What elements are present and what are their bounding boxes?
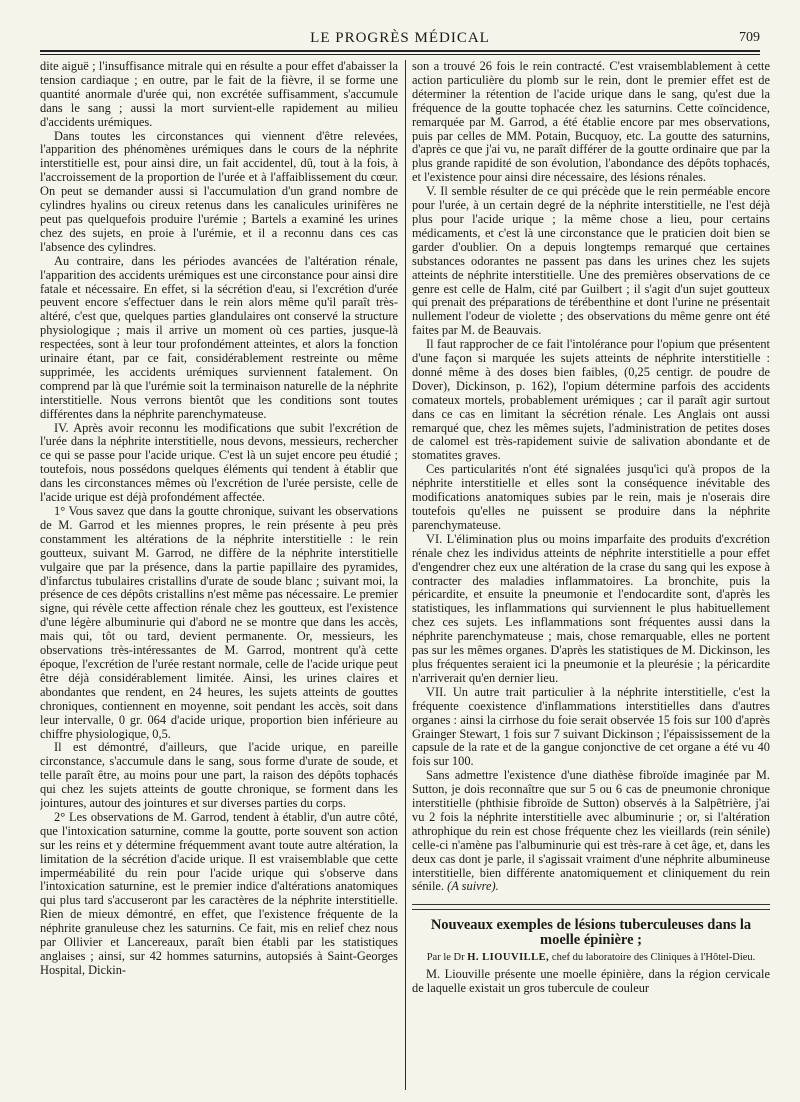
- paragraph: IV. Après avoir reconnu les modifications que subit l'excrétion de l'urée dans la néphrite interstitielle, nous devons, messieurs, rechercher ce qui se passe pour l'acide urique. C'est là un sujet encore peu étudié ; toutefois, nous possédons quelques éléments qui tendent à établir que dans les circonstances mêmes où l'excrétion de l'urée persiste, celle de l'acide urique est déjà profondément affectée.: [40, 420, 398, 505]
- paragraph: Dans toutes les circonstances qui viennent d'être relevées, l'apparition des phénomènes urémiques dans le cours de la néphrite interstitielle est, pour ainsi dire, un fait accidentel, dû, tout à la fois, à l'accroissement de la proportion de l'urée et à l'affaiblissement du cœur. On peut se demander aussi si l'accumulation d'un grand nombre de cylindres hyalins ou cireux retenus dans les canalicules urinifères ne peut pas quelquefois produire l'urémie ; Bartels a examiné les urines chez des sujets, en proie à l'urémie, et il a reconnu dans ces cas l'absence des cylindres.: [40, 128, 398, 254]
- article-opening: M. Liouville présente une moelle épinière, dans la région cervicale de laquelle existait un gros tubercule de couleur: [412, 967, 770, 996]
- paragraph: 2° Les observations de M. Garrod, tendent à établir, d'un autre côté, que l'intoxication saturnine, comme la goutte, porte souvent son action sur les reins et y détermine fréquemment avant toute autre altération, la limitation de la sécrétion d'acide urique. Il est vraisemblable que cette imperméabilité du rein pour l'acide urique qui s'observe dans l'intoxication saturnine, est le premier indice d'altérations anatomiques qui plus tard s'accuseront par les caractères de la néphrite interstitielle. Rien de mieux démontré, en effet, que l'existence fréquente de la néphrite granuleuse chez les saturnins. Ce fait, mis en relief chez nous par Ollivier et Lancereaux, paraît bien établi par les statistiques anglaises ; ainsi, sur 42 hommes saturnins, autopsiés à Saint-Georges Hospital, Dickin-: [40, 809, 398, 977]
- paragraph: Il faut rapprocher de ce fait l'intolérance pour l'opium que présentent d'une façon si marquée les sujets atteints de néphrite interstitielle : donné même à des doses bien faibles, (0,25 centigr. de poudre de Dover), Dickinson, p. 162), l'opium détermine parfois des accidents comateux mortels, probablement urémiques ; car il paraît agir surtout dans ce cas en limitant la sécrétion rénale. Les Anglais ont aussi remarqué que, chez les mêmes sujets, l'administration de petites doses de calomel est très-rapidement suivie de salivation abondante et de stomatites graves.: [412, 337, 770, 463]
- paragraph: Il est démontré, d'ailleurs, que l'acide urique, en pareille circonstance, s'accumule dans le sang, sous forme d'urate de soude, et telle paraît être, au moins pour une part, la raison des dépôts tophacés qui chez les sujets atteints de goutte chronique, se forment dans les jointures, autour des jointures et sur diverses parties du corps.: [40, 740, 398, 811]
- left-column: [40, 60, 398, 1090]
- paragraph: son a trouvé 26 fois le rein contracté. C'est vraisemblablement à cette action particulière du plomb sur le rein, dont le premier effet est de déterminer la rétention de l'acide urique dans le sang, qu'est due la fréquence de la goutte tophacée chez les saturnins. Cette coïncidence, remarquée par M. Garrod, a été établie encore par mes observations, puis par celles de MM. Potain, Bucquoy, etc. La goutte des saturnins, d'après ce que j'ai vu, ne paraît différer de la goutte ordinaire que par la plus grande rapidité de son évolution, l'abondance des dépôts tophacés, et l'existence pour ainsi dire nécessaire, des lésions rénales.: [412, 60, 770, 185]
- section-rule: [412, 904, 770, 910]
- paragraph: 1° Vous savez que dans la goutte chronique, suivant les observations de M. Garrod et les miennes propres, le rein présente à peu près constamment les altérations de la néphrite interstitielle : le rein goutteux, suivant M. Garrod, ne diffère de la néphrite interstitielle vulgaire que par la présence, dans la partie papillaire des pyramides, d'infarctus tubulaires cristallins d'urate de soude blanc ; suivant moi, la présence de ces dépôts cristallins n'est même pas nécessaire. Le premier signe, qui révèle cette affection rénale chez les goutteux, est l'existence d'une légère albuminurie qui d'abord ne se montre que dans les accès, mais qui, tôt ou tard, devient permanente. Or, messieurs, les observations très-intéressantes de M. Garrod, montrent qu'à cette époque, l'excrétion de l'urée restant normale, celle de l'acide urique peut être déjà considérablement limitée. Ainsi, les urines claires et abondantes que rendent, en 24 heures, les sujets atteints de gouttes chroniques, contiennent en moyenne, soit pendant les accès, soit dans leur intervalle, 0 gr. 064 d'acide urique, proportion bien inférieure au chiffre physiologique, 0,5.: [40, 504, 398, 741]
- right-column: [412, 60, 770, 1090]
- article-title: Nouveaux exemples de lésions tuberculeuses dans la moelle épinière ;: [430, 917, 752, 949]
- running-head: [40, 24, 760, 48]
- paragraph: V. Il semble résulter de ce qui précède que le rein perméable encore pour l'urée, à un certain degré de la néphrite interstitielle, ne l'est déjà plus pour l'acide urique ; la même chose a lieu, pour certains médicaments, et c'est là une circonstance que le praticien doit bien se garder d'oublier. On a depuis longtemps remarqué que certaines substances odorantes ne passent pas dans les urines chez les sujets atteints de néphrite interstitielle. Une des premières observations de ce genre est celle de Halm, cité par Guilbert ; il s'agit d'un sujet goutteux qui prenait des préparations de térébenthine et dont l'urine ne présentait nullement l'odeur de violette ; des observations du même genre ont été faites par M. de Beauvais.: [412, 184, 770, 338]
- continued-note: (A suivre).: [447, 879, 499, 894]
- paragraph: VI. L'élimination plus ou moins imparfaite des produits d'excrétion rénale chez les individus atteints de néphrite interstitielle a pour effet d'engendrer chez eux une altération de la crase du sang qui les expose à contracter des maladies inflammatoires. La bronchite, puis la péricardite, et ensuite la pneumonie et l'endocardite sont, d'après les statistiques, les inflammations qui surviennent le plus habituellement chez ces sujets. Les inflammations sont fréquentes aussi dans la néphrite parenchymateuse ; mais, chose remarquable, elles ne portent pas sur les mêmes organes. D'après les statistiques de M. Dickinson, les plus fréquentes seraient ici la pneumonie et la pleurésie ; la péricardite n'arriverait qu'en dernier lieu.: [412, 531, 770, 685]
- paragraph: Ces particularités n'ont été signalées jusqu'ici qu'à propos de la néphrite interstitielle et elles sont la conséquence inévitable des modifications anatomiques subies par le rein, mais je n'oserais dire toutefois qu'elles ne puissent se produire dans la néphrite parenchymateuse.: [412, 462, 770, 532]
- header-rule: [40, 50, 760, 55]
- byline-prefix: Par le Dr: [426, 952, 465, 964]
- paragraph: [412, 769, 770, 894]
- paragraph: VII. Un autre trait particulier à la néphrite interstitielle, c'est la fréquente coexistence d'inflammations interstitielles dans d'autres organes : ainsi la cirrhose du foie serait observée 15 fois sur 100 d'après Grainger Stewart, 1 fois sur 7 suivant Dickinson ; l'épaississement de la capsule de la rate et de la gangue conjonctive de cet organe a été vu 40 fois sur 100.: [412, 684, 770, 769]
- journal-title: LE PROGRÈS MÉDICAL: [310, 30, 490, 46]
- column-divider: [405, 60, 406, 1090]
- paragraph: Au contraire, dans les périodes avancées de l'altération rénale, l'apparition des accidents urémiques est une circonstance pour ainsi dire fatale et nécessaire. En effet, si la sécrétion d'eau, si l'excrétion d'urée peuvent encore s'effectuer dans le rein alors même qu'il paraît très-altéré, c'est que, quelques parties glandulaires ont conservé la structure physiologique ; mais il arrive un moment où ces parties, jusque-là respectées, sont à leur tour profondément atteintes, et alors la fonction urinaire étant, par ce fait, considérablement restreinte ou même supprimée, les accidents urémiques surviennent fatalement. On comprend par là que l'urémie soit la terminaison naturelle de la néphrite interstitielle. Nous verrons bientôt que les conditions sont toutes différentes dans la néphrite parenchymateuse.: [40, 253, 398, 421]
- paragraph: dite aiguë ; l'insuffisance mitrale qui en résulte a pour effet d'abaisser la tension cardiaque ; en outre, par le fait de la fièvre, il se forme une quantité anormale d'urée qui, non excrétée suffisamment, s'accumule dans le sang ; aussi la mort survient-elle rapidement au milieu d'accidents urémiques.: [40, 60, 398, 129]
- byline-author: H. LIOUVILLE,: [467, 952, 550, 964]
- page-number: 709: [739, 30, 760, 45]
- byline-suffix: chef du laboratoire des Cliniques à l'Hôtel-Dieu.: [551, 952, 756, 964]
- byline: [422, 952, 760, 964]
- paragraph-text: Sans admettre l'existence d'une diathèse fibroïde imaginée par M. Sutton, je dois reconnaître que sur 5 ou 6 cas de pneumonie chronique interstitielle (phthisie fibroïde de Sutton) observés à la Salpêtrière, j'ai vu 2 fois la néphrite interstitielle avec albuminurie ; or, si l'altération athrophique du rein est chose fréquente chez les vieillards (rein sénile) celle-ci n'amène pas l'albuminurie qui est très-rare à cet âge, et, dans les deux cas dont je parle, il s'agissait vraiment d'une néphrite albumineuse interstitielle, bien différente anatomiquement et cliniquement du rein sénile.: [412, 768, 770, 894]
